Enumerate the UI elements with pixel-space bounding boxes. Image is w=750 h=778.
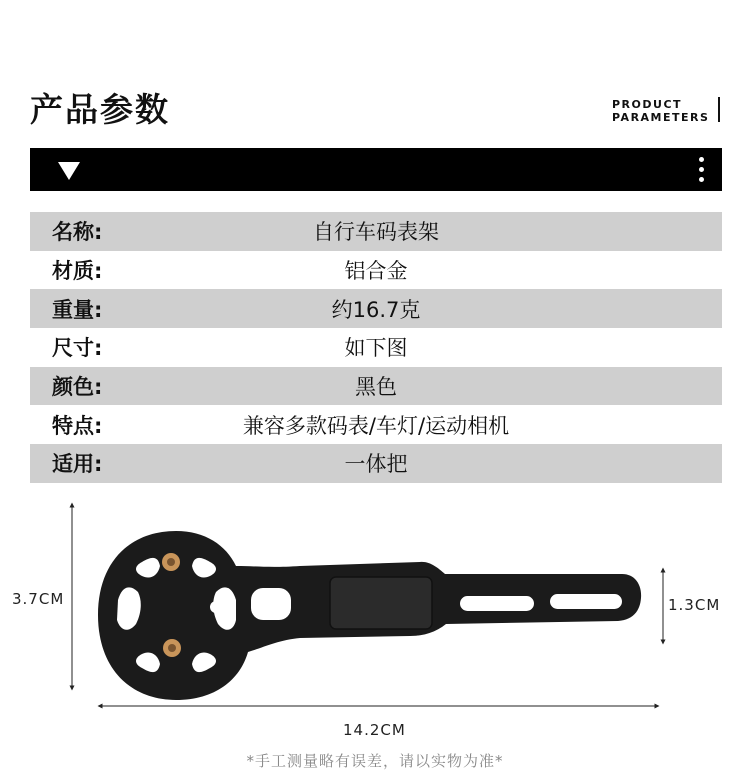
spec-row-weight <box>30 289 722 328</box>
width-label: 14.2CM <box>343 721 406 739</box>
spec-value: 一体把 <box>344 452 408 477</box>
subtitle-divider <box>718 97 720 122</box>
spec-label: 颜色: <box>52 375 103 400</box>
spec-row-material <box>30 251 722 290</box>
spec-row-color <box>30 367 722 406</box>
spec-value: 铝合金 <box>344 259 408 284</box>
spec-value: 自行车码表架 <box>313 220 439 245</box>
spec-row-size <box>30 328 722 367</box>
spec-value: 兼容多款码表/车灯/运动相机 <box>242 413 510 438</box>
measurement-note: *手工测量略有误差，请以实物为准* <box>246 752 504 770</box>
subtitle-line-1: PRODUCT <box>612 98 683 111</box>
spec-value: 黑色 <box>355 375 397 400</box>
section-header-bar <box>30 148 722 191</box>
spec-label: 适用: <box>52 452 103 477</box>
spec-label: 名称: <box>52 220 103 245</box>
vertical-dots-icon <box>697 153 705 187</box>
arm-height-label: 1.3CM <box>668 596 721 614</box>
spec-row-features <box>30 405 722 444</box>
spec-label: 材质: <box>52 259 103 284</box>
triangle-down-icon <box>58 162 80 180</box>
height-label: 3.7CM <box>12 590 65 608</box>
page-subtitle <box>612 98 709 124</box>
spec-label: 尺寸: <box>52 336 103 361</box>
spec-label: 特点: <box>52 413 103 438</box>
spec-value: 约16.7克 <box>331 297 421 322</box>
spec-row-fit <box>30 444 722 483</box>
spec-row-name <box>30 212 722 251</box>
spec-value: 如下图 <box>344 336 408 361</box>
rubber-pad <box>330 577 432 629</box>
page-title: 产品参数 <box>30 90 170 129</box>
mount-product <box>98 531 641 700</box>
product-diagram <box>0 495 750 725</box>
spec-table <box>30 212 722 483</box>
spec-label: 重量: <box>52 297 103 322</box>
subtitle-line-2: PARAMETERS <box>612 111 710 124</box>
